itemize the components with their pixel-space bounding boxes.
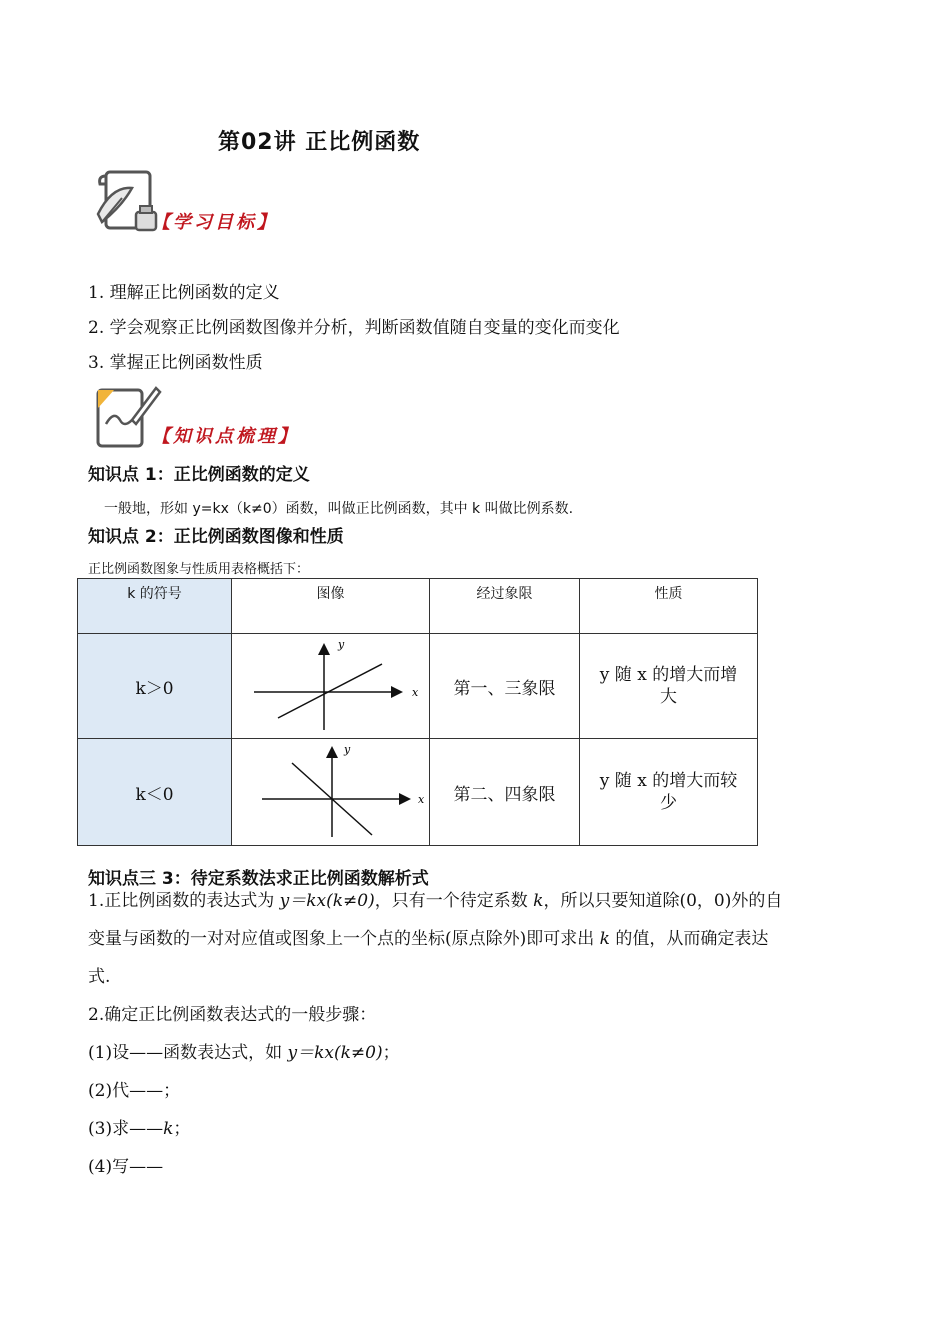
kp3-p1-formula: y＝kx(k≠0) [279, 891, 375, 911]
property-positive-line1: y 随 x 的增大而增 [599, 665, 738, 685]
kp3-step1-b: ； [382, 1043, 400, 1063]
table-header-row [78, 579, 758, 634]
kp2-heading: 知识点 2：正比例函数图像和性质 [88, 527, 344, 547]
kp3-step1-formula: y＝kx(k≠0) [287, 1043, 383, 1063]
kp3-p1-line3: 式. [88, 967, 111, 987]
kp3-step4: (4)写—— [88, 1157, 164, 1177]
axis-x-label: x [418, 793, 425, 806]
axis-x-label: x [412, 686, 419, 699]
kp3-p1-line1 [88, 882, 868, 920]
kp3-step3 [88, 1110, 868, 1148]
graph-positive [232, 634, 430, 739]
goal-1: 1. 理解正比例函数的定义 [88, 283, 280, 303]
kp1-heading: 知识点 1：正比例函数的定义 [88, 465, 310, 485]
k-negative: k＜0 [78, 739, 232, 846]
knowledge-banner [92, 380, 312, 452]
kp3-step3-a: (3)求—— [88, 1119, 164, 1139]
property-positive [580, 634, 758, 739]
kp1-text: 一般地，形如 y=kx（k≠0）函数，叫做正比例函数，其中 k 叫做比例系数. [104, 501, 574, 517]
header-graph: 图像 [232, 579, 430, 634]
kp3-p1-line2-a: 变量与函数的一对对应值或图象上一个点的坐标(原点除外)即可求出 [88, 929, 600, 949]
k-positive: k＞0 [78, 634, 232, 739]
kp3-step1-a: (1)设——函数表达式，如 [88, 1043, 288, 1063]
property-negative [580, 739, 758, 846]
kp3-body [88, 882, 868, 1186]
graph-negative [232, 739, 430, 846]
kp3-step3-k: k [163, 1119, 174, 1139]
axis-y-label: y [344, 743, 351, 756]
kp3-p1-text-a: 1.正比例函数的表达式为 [88, 891, 280, 911]
kp3-step2: (2)代——； [88, 1081, 181, 1101]
kp3-p1-line2-b: 的值，从而确定表达 [609, 929, 769, 949]
kp3-p1-line2-k: k [599, 929, 610, 949]
kp2-intro: 正比例函数图象与性质用表格概括下： [88, 562, 310, 577]
axis-y-label: y [338, 638, 345, 651]
kp3-p2: 2.确定正比例函数表达式的一般步骤： [88, 1005, 377, 1025]
knowledge-label: 【知识点梳理】 [152, 426, 299, 447]
kp3-p1-text-b: ，只有一个待定系数 [374, 891, 534, 911]
quadrants-positive: 第一、三象限 [430, 634, 580, 739]
kp3-heading: 知识点三 3：待定系数法求正比例函数解析式 [88, 869, 429, 889]
learning-goals-banner [92, 166, 312, 238]
property-negative-line1: y 随 x 的增大而较 [599, 771, 738, 791]
table-row [78, 739, 758, 846]
property-negative-line2: 少 [660, 793, 677, 813]
kp3-p1-k: k [533, 891, 544, 911]
properties-table [77, 578, 758, 846]
property-positive-line2: 大 [660, 687, 677, 707]
header-quadrants: 经过象限 [430, 579, 580, 634]
learning-goals-label: 【学习目标】 [152, 212, 278, 233]
positive-slope-graph [232, 634, 428, 734]
page-title: 第02讲 正比例函数 [218, 130, 421, 155]
kp3-step1 [88, 1034, 868, 1072]
quadrants-negative: 第二、四象限 [430, 739, 580, 846]
kp3-step3-b: ； [173, 1119, 191, 1139]
header-property: 性质 [580, 579, 758, 634]
negative-slope-graph [232, 739, 428, 841]
header-k-sign: k 的符号 [78, 579, 232, 634]
goal-3: 3. 掌握正比例函数性质 [88, 353, 263, 373]
kp3-p1-text-c: ，所以只要知道除(0，0)外的自 [543, 891, 783, 911]
kp3-p1-line2 [88, 920, 868, 958]
table-row [78, 634, 758, 739]
goal-2: 2. 学会观察正比例函数图像并分析，判断函数值随自变量的变化而变化 [88, 318, 620, 338]
